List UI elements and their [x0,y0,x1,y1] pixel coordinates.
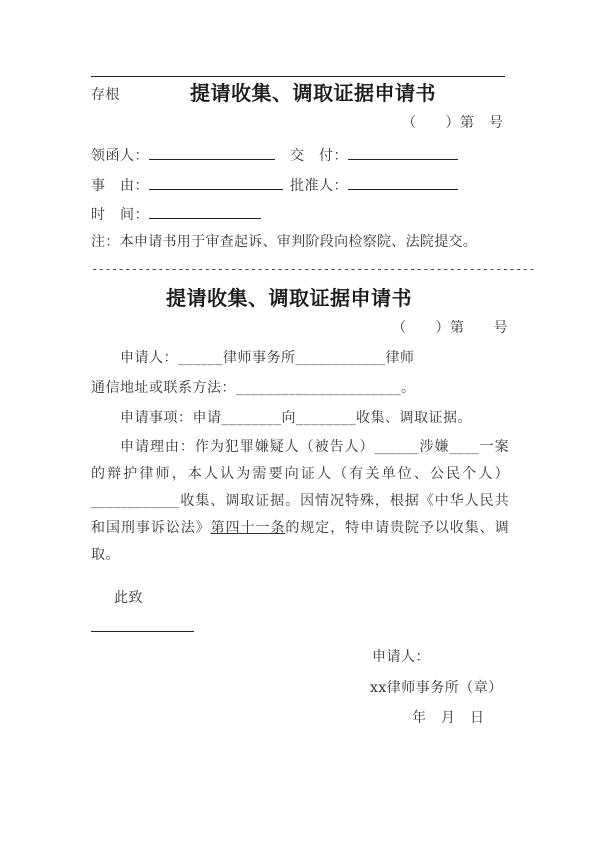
applicant-lawyer-text: 律师 [385,350,415,366]
address-label: 通信地址或联系方法： [91,380,236,396]
stub-number: （ ）第 号 [402,115,504,131]
applicant-row [120,351,415,365]
reason-article-ref: 第四十一条 [210,520,286,536]
matter-label: 事 由： [91,178,149,194]
stub-time-row [91,205,261,222]
address-end: 。 [401,380,416,396]
address-row [91,381,416,395]
stub-delivery-row [290,146,458,163]
applicant-blank-firm: ______ [178,350,223,366]
sign-firm: xx律师事务所（章） [370,680,503,696]
applicant-blank-lawyer: ____________ [295,350,386,366]
main-number: （ ）第 号 [392,320,508,336]
approver-blank [348,176,458,190]
stub-note: 注：本申请书用于审查起诉、审判阶段向检察院、法院提交。 [91,234,478,250]
delivery-blank [348,146,458,160]
addressee-blank [91,631,194,632]
reason-blank-2: ____ [449,439,480,455]
matter-blank [149,176,283,190]
reason-text-4: 收集、调取证据。因情况特殊，根据《中华人民共和国刑事诉讼法》 [91,493,509,536]
stub-recipient-row [91,146,275,163]
matter-label: 申请事项：申请 [120,410,222,426]
stub-label: 存根 [91,87,120,103]
cut-line: ------------------------------------------------------------------- [91,262,535,276]
reason-text-2: 涉嫌 [418,439,450,455]
matter-row [120,411,472,425]
reason-text-5: 的规定，特申请贵院予以收集、调取。 [91,520,510,563]
recipient-blank [149,146,275,160]
time-label: 时 间： [91,207,149,223]
reason-text-3: 一案的辩护律师，本人认为需要向证人（有关单位、公民个人） [91,439,509,482]
reason-text-1: 申请理由：作为犯罪嫌疑人（被告人） [120,439,375,455]
matter-mid: 向 [281,410,296,426]
time-blank [149,205,261,219]
applicant-label: 申请人： [120,350,178,366]
delivery-label: 交 付： [290,148,348,164]
matter-blank-from: ________ [221,410,282,426]
closing-text: 此致 [114,590,143,606]
stub-title: 提请收集、调取证据申请书 [190,81,436,105]
reason-blank-3: ____________ [91,493,180,509]
sign-date: 年 月 日 [412,710,485,726]
stub-approver-row [290,176,458,193]
main-title: 提请收集、调取证据申请书 [166,286,412,310]
sign-applicant: 申请人： [372,649,430,665]
top-rule [91,76,505,77]
stub-matter-row [91,176,283,193]
recipient-label: 领函人： [91,148,149,164]
applicant-firm-text: 律师事务所 [223,350,296,366]
reason-paragraph [91,434,509,569]
reason-blank-1: ______ [374,439,419,455]
matter-suffix: 收集、调取证据。 [356,410,472,426]
approver-label: 批准人： [290,178,348,194]
matter-blank-to: ________ [296,410,356,426]
address-blank: ______________________ [236,380,401,396]
